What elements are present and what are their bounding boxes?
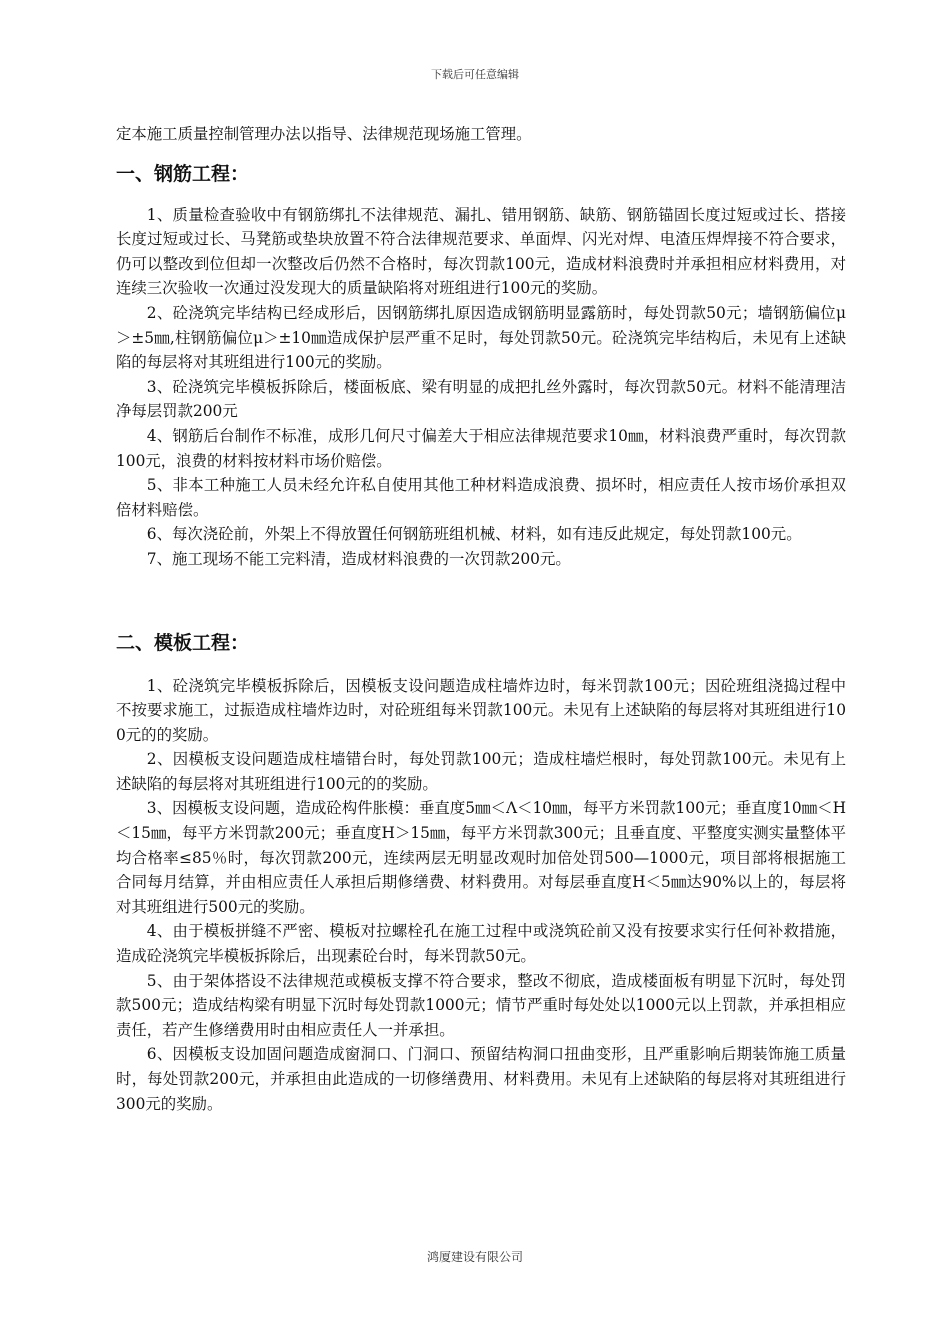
rebar-item-5: 5、非本工种施工人员未经允许私自使用其他工种材料造成浪费、损坏时，相应责任人按市场价承担双倍材料赔偿。	[116, 476, 846, 519]
page-footer: 鸿厦建设有限公司	[426, 1250, 523, 1264]
rebar-item-1: 1、质量检查验收中有钢筋绑扎不法律规范、漏扎、错用钢筋、缺筋、钢筋锚固长度过短或过长、搭接长度过短或过长、马凳筋或垫块放置不符合法律规范要求、单面焊、闪光对焊、电渣压焊焊接不符合要求，仍可以整改到位但却一次整改后仍然不合格时，每次罚款100元，造成材料浪费时并承担相应材料费用，对连续三次验收一次通过没发现大的质量缺陷将对班组进行100元的奖励。	[116, 205, 846, 298]
rebar-item-7: 7、施工现场不能工完料清，造成材料浪费的一次罚款200元。	[146, 549, 571, 568]
section-heading-formwork: 二、模板工程：	[116, 631, 250, 654]
formwork-item-6: 6、因模板支设加固问题造成窗洞口、门洞口、预留结构洞口扭曲变形，且严重影响后期装饰施工质量时，每处罚款200元，并承担由此造成的一切修缮费用、材料费用。未见有上述缺陷的每层将对其班组进行300元的奖励。	[116, 1045, 846, 1113]
rebar-item-6: 6、每次浇砼前，外架上不得放置任何钢筋班组机械、材料，如有违反此规定，每处罚款100元。	[146, 525, 802, 544]
rebar-item-3: 3、砼浇筑完毕模板拆除后，楼面板底、梁有明显的成把扎丝外露时，每次罚款50元。材料不能清理洁净每层罚款200元	[116, 377, 846, 421]
document-body	[116, 122, 846, 1116]
formwork-item-4: 4、由于模板拼缝不严密、模板对拉螺栓孔在施工过程中或浇筑砼前又没有按要求实行任何补救措施，造成砼浇筑完毕模板拆除后，出现素砼台时，每米罚款50元。	[116, 922, 846, 966]
formwork-item-2: 2、因模板支设问题造成柱墙错台时，每处罚款100元；造成柱墙烂根时，每处罚款100元。未见有上述缺陷的每层将对其班组进行100元的的奖励。	[116, 750, 846, 793]
formwork-item-3: 3、因模板支设问题，造成砼构件胀模：垂直度5㎜＜Λ＜10㎜，每平方米罚款100元；垂直度10㎜＜H＜15㎜，每平方米罚款200元；垂直度H＞15㎜，每平方米罚款300元；且垂直度、平整度实测实量整体平均合格率≤85％时，每次罚款200元，连续两层无明显改观时加倍处罚500—1000元，项目部将根据施工合同每月结算，并由相应责任人承担后期修缮费、材料费用。对每层垂直度H＜5㎜达90%以上的，每层将对其班组进行500元的奖励。	[116, 799, 846, 916]
page-header: 下载后可任意编辑	[431, 68, 519, 81]
intro-paragraph: 定本施工质量控制管理办法以指导、法律规范现场施工管理。	[116, 125, 532, 143]
rebar-item-4: 4、钢筋后台制作不标准，成形几何尺寸偏差大于相应法律规范要求10㎜，材料浪费严重时，每次罚款100元，浪费的材料按材料市场价赔偿。	[116, 426, 846, 470]
formwork-item-5: 5、由于架体搭设不法律规范或模板支撑不符合要求，整改不彻底，造成楼面板有明显下沉时，每处罚款500元；造成结构梁有明显下沉时每处罚款1000元；情节严重时每处处以1000元以上罚款，并承担相应责任，若产生修缮费用时由相应责任人一并承担。	[116, 971, 846, 1039]
rebar-item-2: 2、砼浇筑完毕结构已经成形后，因钢筋绑扎原因造成钢筋明显露筋时，每处罚款50元；墙钢筋偏位μ＞±5㎜,柱钢筋偏位μ＞±10㎜造成保护层严重不足时，每处罚款50元。砼浇筑完毕结构后，未见有上述缺陷的每层将对其班组进行100元的奖励。	[116, 303, 846, 372]
formwork-item-1: 1、砼浇筑完毕模板拆除后，因模板支设问题造成柱墙炸边时，每米罚款100元；因砼班组浇捣过程中不按要求施工，过振造成柱墙炸边时，对砼班组每米罚款100元。未见有上述缺陷的每层将对其班组进行100元的的奖励。	[116, 676, 846, 744]
section-heading-rebar: 一、钢筋工程：	[116, 162, 250, 185]
